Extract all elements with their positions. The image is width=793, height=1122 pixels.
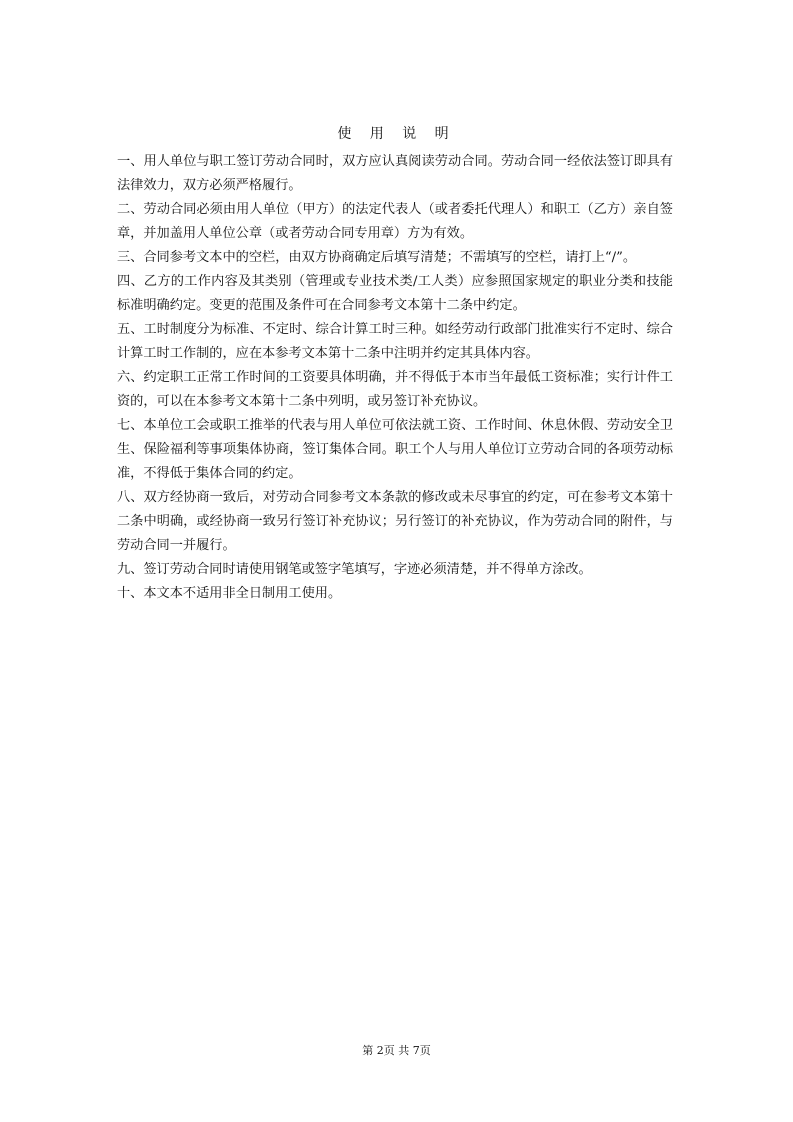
instruction-item-6: 六、约定职工正常工作时间的工资要具体明确，并不得低于本市当年最低工资标准；实行计件工资的，可以在本参考文本第十二条中列明，或另签订补充协议。	[117, 370, 673, 409]
instruction-item-9: 九、签订劳动合同时请使用钢笔或签字笔填写，字迹必须清楚，并不得单方涂改。	[117, 562, 592, 577]
instruction-item-10: 十、本文本不适用非全日制用工使用。	[117, 586, 342, 601]
page-title: 使 用 说 明	[337, 126, 456, 142]
instruction-item-1: 一、用人单位与职工签订劳动合同时，双方应认真阅读劳动合同。劳动合同一经依法签订即具有法律效力，双方必须严格履行。	[117, 154, 673, 193]
instruction-item-7: 七、本单位工会或职工推举的代表与用人单位可依法就工资、工作时间、休息休假、劳动安全卫生、保险福利等事项集体协商，签订集体合同。职工个人与用人单位订立劳动合同的各项劳动标准，不得低于集体合同的约定。	[117, 418, 673, 481]
page-footer: 第 2页 共 7页	[362, 1044, 431, 1057]
instructions-body	[117, 150, 673, 606]
instruction-item-5: 五、工时制度分为标准、不定时、综合计算工时三种。如经劳动行政部门批准实行不定时、综合计算工时工作制的，应在本参考文本第十二条中注明并约定其具体内容。	[117, 322, 673, 361]
instruction-item-8: 八、双方经协商一致后，对劳动合同参考文本条款的修改或未尽事宜的约定，可在参考文本第十二条中明确，或经协商一致另行签订补充协议；另行签订的补充协议，作为劳动合同的附件，与劳动合同一并履行。	[117, 490, 673, 553]
instruction-item-3: 三、合同参考文本中的空栏，由双方协商确定后填写清楚；不需填写的空栏，请打上“/”。	[117, 250, 637, 265]
instruction-item-4: 四、乙方的工作内容及其类别（管理或专业技术类/工人类）应参照国家规定的职业分类和技能标准明确约定。变更的范围及条件可在合同参考文本第十二条中约定。	[117, 274, 673, 313]
instruction-item-2: 二、劳动合同必须由用人单位（甲方）的法定代表人（或者委托代理人）和职工（乙方）亲自签章，并加盖用人单位公章（或者劳动合同专用章）方为有效。	[117, 202, 673, 241]
